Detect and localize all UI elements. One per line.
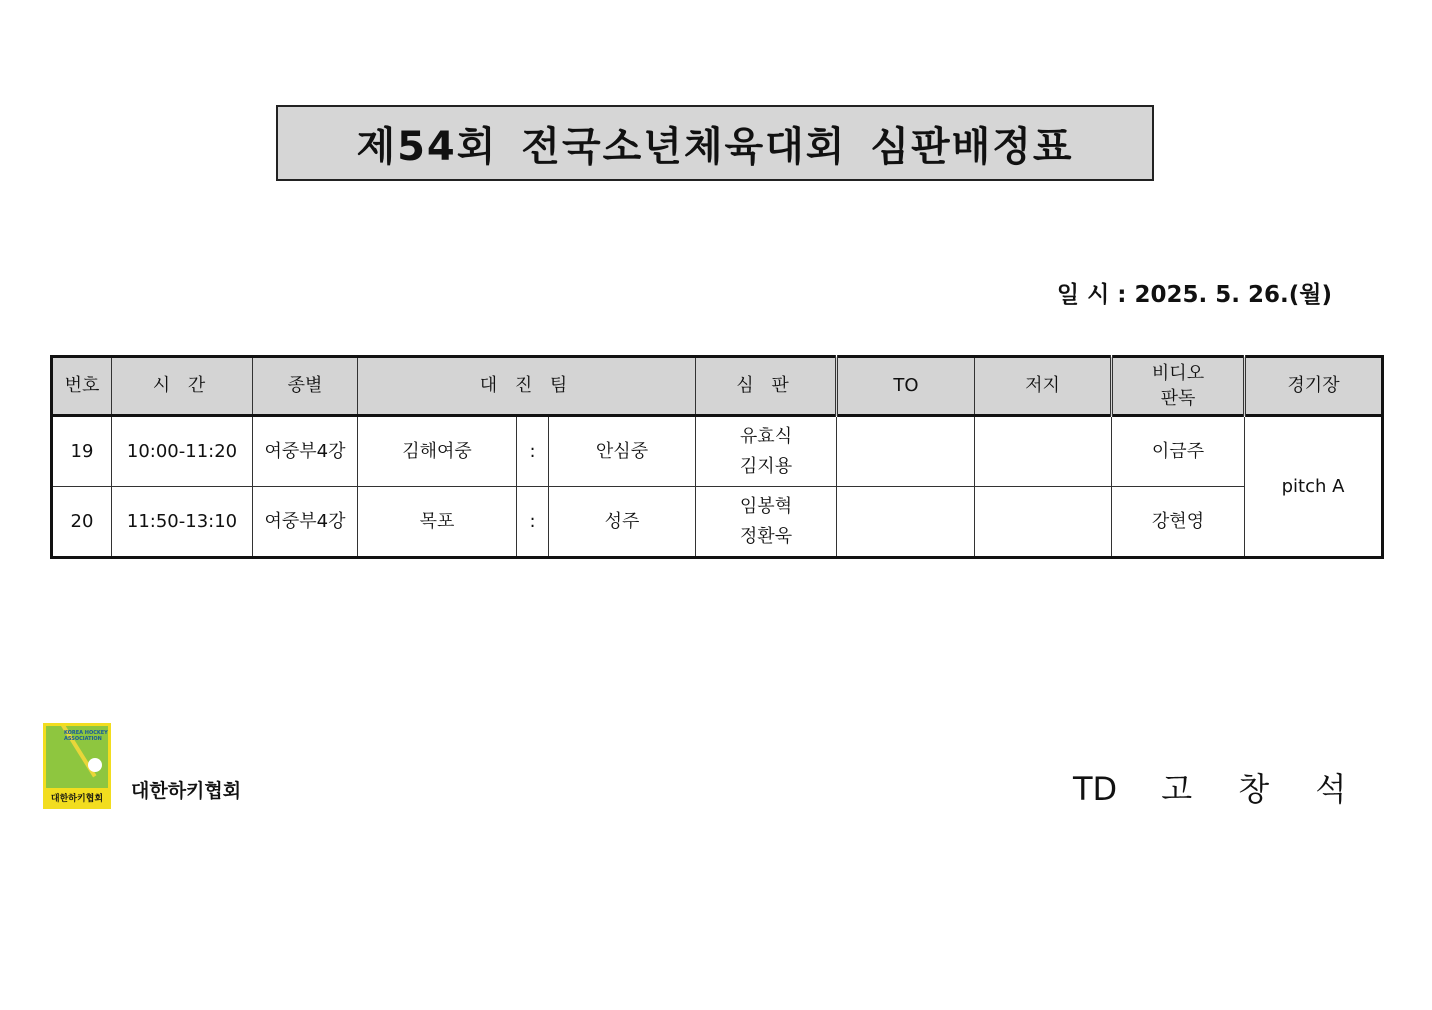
header-video <box>1112 357 1245 416</box>
cell-referees <box>696 487 837 558</box>
header-judge: 저지 <box>975 357 1112 416</box>
header-matchup <box>358 357 696 416</box>
header-category: 종별 <box>253 357 358 416</box>
table-header-row <box>52 357 1383 416</box>
referee-2: 김지용 <box>739 455 793 477</box>
referee-2: 정환욱 <box>739 525 793 547</box>
td-signature <box>1073 764 1364 810</box>
referee-1: 임봉혁 <box>739 495 793 517</box>
header-time <box>112 357 253 416</box>
cell-no: 20 <box>52 487 112 558</box>
date-value: 2025. 5. 26.(월) <box>1134 282 1332 308</box>
cell-time: 11:50-13:10 <box>112 487 253 558</box>
date-separator: : <box>1117 282 1127 308</box>
logo-band: 대한하키협회 <box>46 788 108 806</box>
cell-video: 강현영 <box>1112 487 1245 558</box>
title-text: 제54회 전국소년체육대회 심판배정표 <box>356 123 1074 170</box>
logo-text: KOREA HOCKEY ASSOCIATION <box>64 730 108 742</box>
td-label: TD <box>1073 770 1118 808</box>
header-no: 번호 <box>52 357 112 416</box>
association-logo <box>43 723 111 809</box>
document-title <box>276 105 1154 181</box>
cell-judge <box>975 487 1112 558</box>
referee-schedule-table <box>50 355 1384 559</box>
table-row <box>52 416 1383 487</box>
cell-venue: pitch A <box>1245 416 1383 558</box>
cell-team-a: 김해여중 <box>358 416 517 487</box>
organization-name: 대한하키협회 <box>131 780 242 802</box>
header-referee-label: 심 판 <box>736 375 795 397</box>
date-line <box>1000 276 1332 309</box>
header-referee <box>696 357 837 416</box>
cell-to <box>837 416 975 487</box>
cell-team-b: 성주 <box>549 487 696 558</box>
cell-vs: : <box>517 416 549 487</box>
cell-category: 여중부4강 <box>253 487 358 558</box>
cell-team-b: 안심중 <box>549 416 696 487</box>
cell-time: 10:00-11:20 <box>112 416 253 487</box>
cell-to <box>837 487 975 558</box>
cell-category: 여중부4강 <box>253 416 358 487</box>
cell-team-a: 목포 <box>358 487 517 558</box>
cell-referees <box>696 416 837 487</box>
td-name: 고 창 석 <box>1161 770 1365 808</box>
referee-1: 유효식 <box>739 425 793 447</box>
date-label: 일 시 <box>1056 282 1110 308</box>
cell-video: 이금주 <box>1112 416 1245 487</box>
hockey-ball-icon <box>88 758 102 772</box>
header-video-line1: 비디오 <box>1151 362 1205 384</box>
header-video-line2: 판독 <box>1160 388 1196 409</box>
table-row <box>52 487 1383 558</box>
header-time-label: 시 간 <box>152 375 212 397</box>
header-to: TO <box>837 357 975 416</box>
header-matchup-label: 대 진 팀 <box>479 375 574 397</box>
cell-judge <box>975 416 1112 487</box>
header-venue: 경기장 <box>1245 357 1383 416</box>
cell-no: 19 <box>52 416 112 487</box>
cell-vs: : <box>517 487 549 558</box>
